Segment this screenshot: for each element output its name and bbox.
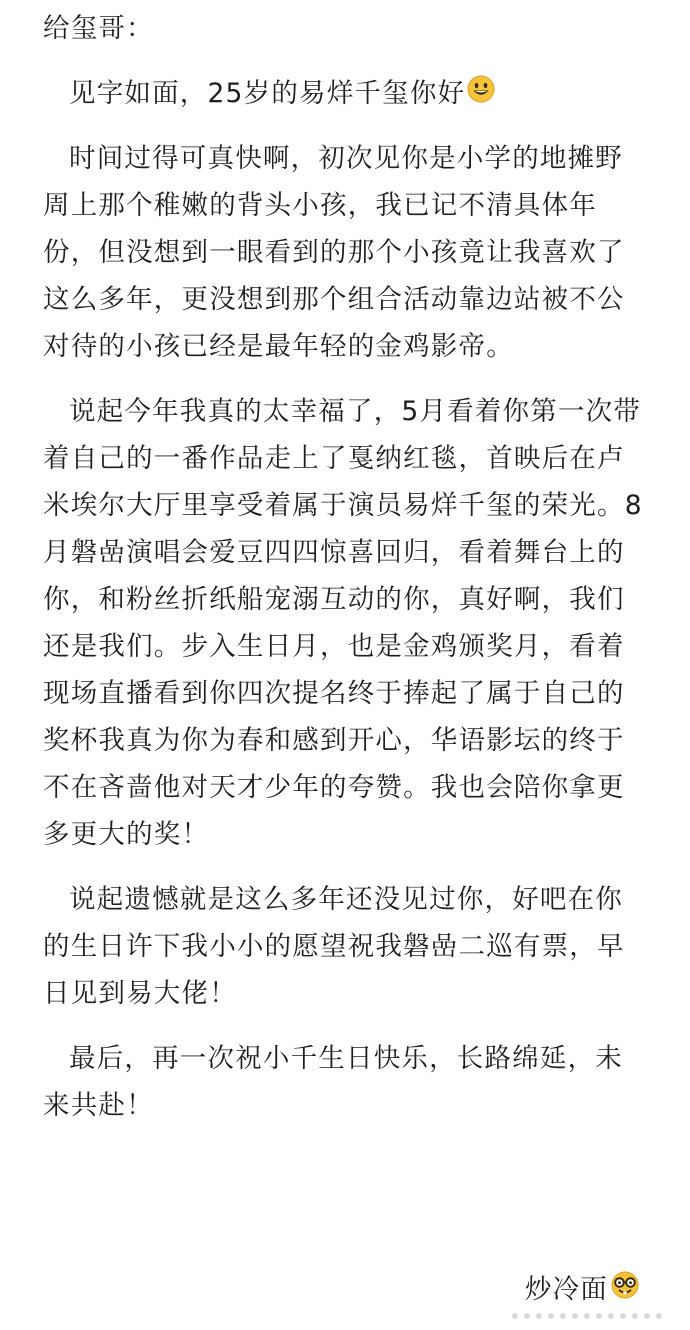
letter-intro xyxy=(43,70,648,117)
p3-line-2: 的生日许下我小小的愿望祝我磐嵒二巡有票，早 xyxy=(43,931,625,962)
p2-line-3: 米埃尔大厅里享受着属于演员易烊千玺的荣光。8 xyxy=(43,490,643,521)
letter-greeting: 给玺哥： xyxy=(43,13,154,44)
p1-line-2: 周上那个稚嫩的背头小孩，我已记不清具体年 xyxy=(43,190,597,221)
p1-line-5: 对待的小孩已经是最年轻的金鸡影帝。 xyxy=(43,331,514,362)
letter-intro-text: 见字如面，25岁的易烊千玺你好 xyxy=(69,78,466,109)
p2-line-1: 说起今年我真的太幸福了，5月看着你第一次带 xyxy=(69,396,642,427)
p4-line-1: 最后，再一次祝小千生日快乐，长路绵延，未 xyxy=(69,1043,623,1074)
p2-line-2: 着自己的一番作品走上了戛纳红毯，首映后在卢 xyxy=(43,443,625,474)
nerd-face-emoji-icon xyxy=(610,1267,640,1314)
p2-line-10: 多更大的奖！ xyxy=(43,819,210,850)
signature xyxy=(525,1266,640,1314)
grinning-face-emoji-icon xyxy=(467,71,495,118)
p1-line-4: 这么多年，更没想到那个组合活动靠边站被不公 xyxy=(43,284,625,315)
p2-line-4: 月磐嵒演唱会爱豆四四惊喜回归，看着舞台上的 xyxy=(43,537,625,568)
p2-line-5: 你，和粉丝折纸船宠溺互动的你，真好啊，我们 xyxy=(43,584,625,615)
p2-line-7: 现场直播看到你四次提名终于捧起了属于自己的 xyxy=(43,678,625,709)
p2-line-6: 还是我们。步入生日月，也是金鸡颁奖月，看着 xyxy=(43,631,625,662)
p1-line-1: 时间过得可真快啊，初次见你是小学的地摊野 xyxy=(69,143,623,174)
signature-text: 炒冷面 xyxy=(524,1274,608,1305)
p2-line-8: 奖杯我真为你为春和感到开心，华语影坛的终于 xyxy=(43,725,625,756)
p3-line-3: 日见到易大佬！ xyxy=(43,978,237,1009)
p1-line-3: 份，但没想到一眼看到的那个小孩竟让我喜欢了 xyxy=(43,237,625,268)
p2-line-9: 不在吝啬他对天才少年的夸赞。我也会陪你拿更 xyxy=(43,772,625,803)
decorative-dot-row xyxy=(510,1311,670,1321)
p4-line-2: 来共赴！ xyxy=(43,1090,154,1121)
letter-body xyxy=(43,5,648,1129)
p3-line-1: 说起遗憾就是这么多年还没见过你，好吧在你 xyxy=(69,884,623,915)
